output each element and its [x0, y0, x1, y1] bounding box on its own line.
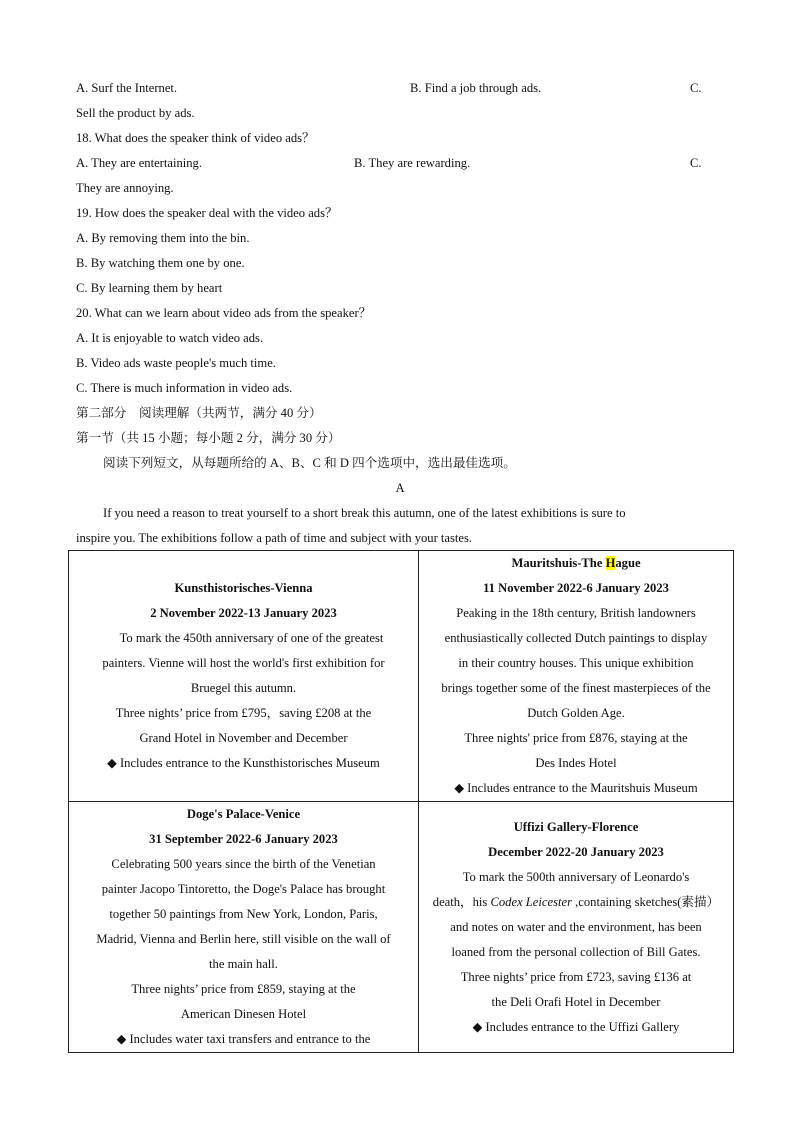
table-row	[69, 551, 734, 802]
venice-line-3: together 50 paintings from New York, London, Paris,	[109, 907, 378, 921]
florence-line-2-part: death，his	[432, 895, 491, 909]
florence-line-6: the Deli Orafi Hotel in December	[491, 995, 661, 1009]
florence-dates: December 2022-20 January 2023	[488, 845, 664, 859]
hague-title-highlight: H	[605, 556, 616, 570]
cell-vienna	[69, 551, 419, 802]
q18-option-b: B. They are rewarding.	[354, 156, 471, 170]
hague-title	[425, 551, 727, 576]
q17-option-a: A. Surf the Internet.	[76, 81, 178, 95]
vienna-line-6: ◆ Includes entrance to the Kunsthistorisches Museum	[107, 756, 380, 770]
hague-dates: 11 November 2022-6 January 2023	[483, 581, 669, 595]
q19-option-c: C. By learning them by heart	[76, 281, 223, 295]
venice-line-8: ◆ Includes water taxi transfers and entrance to the	[116, 1032, 371, 1046]
exhibitions-table	[68, 550, 734, 1053]
venice-line-5: the main hall.	[209, 957, 278, 971]
q17-option-c-letter: C.	[690, 81, 702, 95]
cell-florence	[419, 802, 734, 1053]
hague-line-7: Des Indes Hotel	[535, 756, 617, 770]
vienna-title: Kunsthistorisches-Vienna	[174, 581, 313, 595]
vienna-line-2: painters. Vienne will host the world's first exhibition for	[102, 656, 385, 670]
q20-stem: 20. What can we learn about video ads from the speaker？	[76, 306, 372, 320]
vienna-dates: 2 November 2022-13 January 2023	[150, 606, 337, 620]
vienna-line-1: To mark the 450th anniversary of one of the greatest	[119, 631, 384, 645]
q20-option-c: C. There is much information in video ads.	[76, 381, 293, 395]
intro-line-2: inspire you. The exhibitions follow a path of time and subject with your tastes.	[76, 531, 473, 545]
venice-line-6: Three nights’ price from £859, staying at the	[131, 982, 356, 996]
hague-line-8: ◆ Includes entrance to the Mauritshuis Museum	[454, 781, 698, 795]
q18-option-c-letter: C.	[690, 156, 702, 170]
hague-line-5: Dutch Golden Age.	[527, 706, 625, 720]
florence-line-5: Three nights’ price from £723, saving £136 at	[460, 970, 692, 984]
intro-line-1: If you need a reason to treat yourself to a short break this autumn, one of the latest exhibitions is sure to	[103, 506, 626, 520]
section1-heading: 第一节（共 15 小题；每小题 2 分，满分 30 分）	[76, 431, 341, 445]
venice-line-7: American Dinesen Hotel	[180, 1007, 307, 1021]
hague-line-6: Three nights' price from £876, staying at the	[464, 731, 688, 745]
venice-line-1: Celebrating 500 years since the birth of the Venetian	[111, 857, 376, 871]
hague-line-1: Peaking in the 18th century, British landowners	[456, 606, 696, 620]
cell-venice	[69, 802, 419, 1053]
florence-codex-title: Codex Leicester	[490, 895, 572, 909]
q20-option-a: A. It is enjoyable to watch video ads.	[76, 331, 264, 345]
vienna-line-5: Grand Hotel in November and December	[139, 731, 348, 745]
instruction: 阅读下列短文，从每题所给的 A、B、C 和 D 四个选项中，选出最佳选项。	[103, 456, 516, 470]
cell-hague	[419, 551, 734, 802]
florence-line-7: ◆ Includes entrance to the Uffizi Gallery	[472, 1020, 680, 1034]
florence-line-2	[425, 890, 727, 915]
hague-line-4: brings together some of the finest masterpieces of the	[441, 681, 711, 695]
florence-title: Uffizi Gallery-Florence	[513, 820, 639, 834]
hague-line-2: enthusiastically collected Dutch paintings to display	[444, 631, 708, 645]
q19-option-b: B. By watching them one by one.	[76, 256, 245, 270]
table-row	[69, 802, 734, 1053]
venice-dates: 31 September 2022-6 January 2023	[149, 832, 338, 846]
hague-line-3: in their country houses. This unique exhibition	[458, 656, 694, 670]
florence-line-2-part: ,containing sketches(素描）	[571, 895, 720, 909]
q17-option-b: B. Find a job through ads.	[410, 81, 542, 95]
passage-letter: A	[395, 481, 405, 495]
q17-option-c-text: Sell the product by ads.	[76, 106, 195, 120]
q19-stem: 19. How does the speaker deal with the video ads？	[76, 206, 338, 220]
florence-line-3: and notes on water and the environment, has been	[450, 920, 702, 934]
venice-title: Doge's Palace-Venice	[186, 807, 301, 821]
part2-heading: 第二部分 阅读理解（共两节，满分 40 分）	[76, 406, 322, 420]
q18-option-c-text: They are annoying.	[76, 181, 174, 195]
q18-option-a: A. They are entertaining.	[76, 156, 203, 170]
hague-title-part: ague	[615, 556, 641, 570]
vienna-line-4: Three nights’ price from £795，saving £208 at the	[115, 706, 372, 720]
venice-line-2: painter Jacopo Tintoretto, the Doge's Palace has brought	[101, 882, 386, 896]
q20-option-b: B. Video ads waste people's much time.	[76, 356, 276, 370]
florence-line-1: To mark the 500th anniversary of Leonardo's	[462, 870, 690, 884]
hague-title-part: Mauritshuis-The	[511, 556, 606, 570]
q19-option-a: A. By removing them into the bin.	[76, 231, 250, 245]
florence-line-4: loaned from the personal collection of Bill Gates.	[451, 945, 701, 959]
vienna-line-3: Bruegel this autumn.	[190, 681, 297, 695]
venice-line-4: Madrid, Vienna and Berlin here, still visible on the wall of	[96, 932, 391, 946]
q18-stem: 18. What does the speaker think of video ads？	[76, 131, 315, 145]
